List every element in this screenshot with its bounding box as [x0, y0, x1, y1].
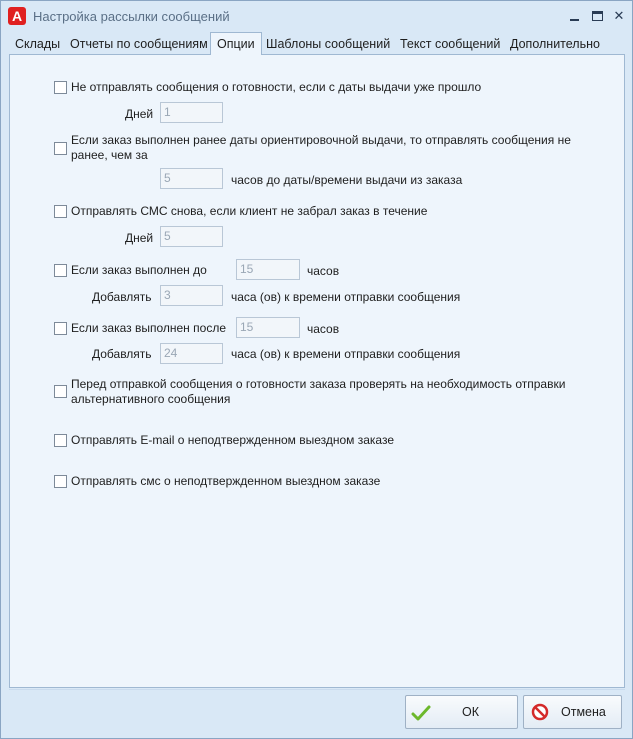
checkbox-done-before[interactable]	[54, 264, 67, 277]
checkbox-sms-unconfirmed[interactable]	[54, 475, 67, 488]
input-hours-done-after[interactable]: 15	[236, 317, 300, 338]
tab-message-text[interactable]: Текст сообщений	[400, 37, 501, 51]
cancel-button-label: Отмена	[561, 705, 606, 719]
label-days-1: Дней	[125, 107, 154, 121]
label-sms-unconfirmed: Отправлять смс о неподтвержденном выездном заказе	[71, 474, 381, 488]
maximize-button[interactable]	[589, 7, 607, 25]
checkbox-email-unconfirmed[interactable]	[54, 434, 67, 447]
label-add-4: Добавлять	[92, 290, 152, 304]
input-add-5[interactable]: 24	[160, 343, 223, 364]
close-button[interactable]	[610, 7, 628, 25]
minimize-icon	[570, 19, 579, 21]
label-done-after: Если заказ выполнен после	[71, 321, 226, 335]
label-hours-before-suffix: часов до даты/времени выдачи из заказа	[231, 173, 463, 187]
label-done-before: Если заказ выполнен до	[71, 263, 207, 277]
tab-warehouses[interactable]: Склады	[15, 37, 61, 51]
checkmark-icon	[411, 703, 431, 723]
tab-options[interactable]: Опции	[210, 32, 262, 55]
label-hours-done-after: часов	[307, 322, 340, 336]
checkbox-skip-overdue[interactable]	[54, 81, 67, 94]
checkbox-done-after[interactable]	[54, 322, 67, 335]
maximize-icon	[592, 11, 603, 21]
app-logo-icon: A	[8, 7, 26, 25]
input-days-3[interactable]: 5	[160, 226, 223, 247]
label-hours-done-before: часов	[307, 264, 340, 278]
label-add-5-suffix: часа (ов) к времени отправки сообщения	[231, 347, 461, 361]
tab-additional[interactable]: Дополнительно	[510, 37, 600, 51]
label-skip-overdue: Не отправлять сообщения о готовности, если с даты выдачи уже прошло	[71, 80, 482, 94]
title-bar	[1, 1, 632, 31]
input-add-4[interactable]: 3	[160, 285, 223, 306]
footer-divider	[9, 689, 625, 690]
minimize-button[interactable]	[566, 7, 584, 25]
tab-message-reports[interactable]: Отчеты по сообщениям	[70, 37, 208, 51]
cancel-button[interactable]	[523, 695, 622, 729]
checkbox-alt-message[interactable]	[54, 385, 67, 398]
ok-button[interactable]	[405, 695, 518, 729]
ok-button-label: ОК	[462, 705, 480, 719]
input-hours-before[interactable]: 5	[160, 168, 223, 189]
options-panel	[9, 54, 625, 688]
label-add-4-suffix: часа (ов) к времени отправки сообщения	[231, 290, 461, 304]
close-icon: ✕	[613, 8, 625, 23]
label-email-unconfirmed: Отправлять E-mail о неподтвержденном выездном заказе	[71, 433, 395, 447]
input-days-1[interactable]: 1	[160, 102, 223, 123]
checkbox-not-earlier[interactable]	[54, 142, 67, 155]
label-days-3: Дней	[125, 231, 154, 245]
no-entry-icon	[531, 703, 549, 721]
tab-message-templates[interactable]: Шаблоны сообщений	[266, 37, 391, 51]
label-add-5: Добавлять	[92, 347, 152, 361]
label-resend-sms: Отправлять СМС снова, если клиент не забрал заказ в течение	[71, 204, 428, 218]
label-alt-message: Перед отправкой сообщения о готовности заказа проверять на необходимость отправки альтернативного сообщения	[71, 377, 566, 406]
input-hours-done-before[interactable]: 15	[236, 259, 300, 280]
label-not-earlier: Если заказ выполнен ранее даты ориентировочной выдачи, то отправлять сообщения не ранее, чем за	[71, 133, 571, 162]
checkbox-resend-sms[interactable]	[54, 205, 67, 218]
window-title: Настройка рассылки сообщений	[33, 9, 230, 24]
